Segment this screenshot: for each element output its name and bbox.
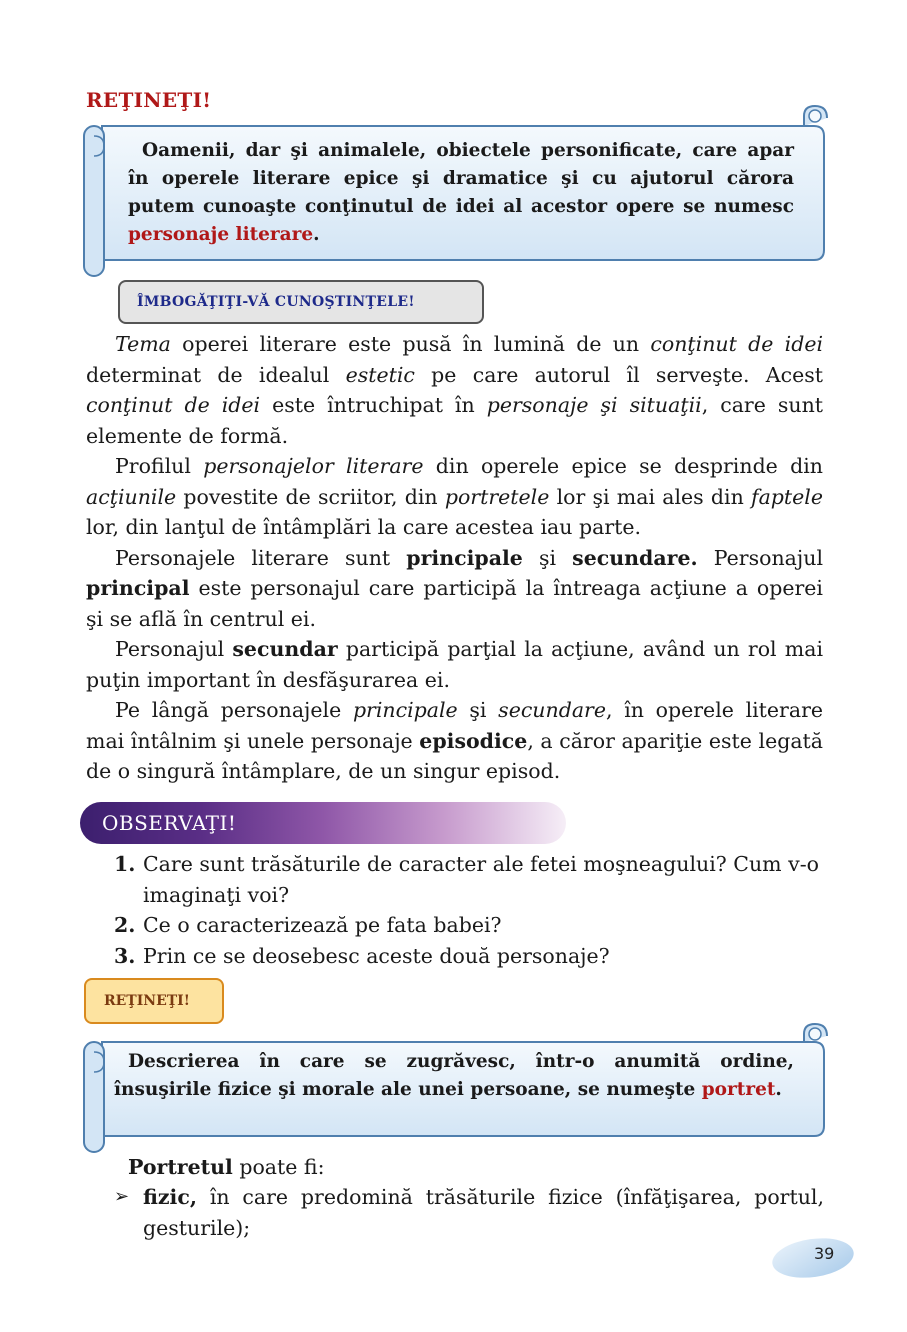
p2-i: lor, din lanţul de întâmplări la care acestea iau parte.	[86, 515, 642, 539]
p4-c: participă parţial la acţiune, având un rol mai puţin important în desfăşurarea ei.	[86, 637, 823, 692]
p5-a: Pe lângă personajele	[115, 698, 353, 722]
p1-f: pe care autorul îl serveşte. Acest	[414, 362, 823, 387]
portret-bold: Portretul	[128, 1155, 233, 1179]
page-number-badge	[770, 1236, 856, 1280]
p2-d: acţiunile	[86, 484, 177, 509]
main-text	[86, 329, 823, 787]
p3-e: Personajul	[697, 545, 823, 570]
question-item	[114, 910, 824, 941]
p1-e: estetic	[345, 362, 415, 387]
p5-e: , în operele literare mai întâlnim şi unele personaje	[86, 698, 824, 753]
p2-e: povestite de scriitor, din	[176, 484, 445, 509]
bullet-bold: fizic,	[143, 1185, 197, 1209]
p1-a: Tema	[115, 332, 171, 356]
question-text: Care sunt trăsăturile de caracter ale fetei moşneagului? Cum v-o imaginaţi voi?	[143, 852, 819, 907]
definition-text-1	[128, 137, 794, 249]
p5-g: , a căror apariţie este legată de o singură întâmplare, de un singur episod.	[86, 728, 824, 783]
p5-d: secundare	[498, 698, 606, 722]
question-number: 2.	[114, 913, 136, 937]
bullet-rest: în care predomină trăsăturile fizice (înfăţişarea, portul, gesturile);	[143, 1185, 824, 1240]
retineti-badge-label: REŢINEŢI!	[104, 993, 190, 1009]
question-item	[114, 849, 824, 910]
p4-a: Personajul	[115, 637, 233, 661]
bullet-item	[114, 1182, 824, 1243]
p1-c: conţinut de idei	[650, 332, 824, 356]
retineti-heading: REŢINEŢI!	[86, 88, 212, 112]
definition-body: Descrierea în care se zugrăvesc, într-o anumită ordine, însuşirile fizice şi morale ale unei persoane, se numeşte	[114, 1051, 794, 1100]
portret-rest: poate fi:	[232, 1155, 325, 1179]
arrow-bullet-icon: ➢	[114, 1186, 130, 1207]
question-number: 1.	[114, 852, 136, 876]
p3-b: principale	[406, 545, 523, 570]
definition-body: Oamenii, dar şi animalele, obiectele personificate, care apar în operele literare epice şi dramatice şi cu ajutorul cărora putem cunoaşte conţinutul de idei al acestor opere se numesc	[128, 140, 794, 217]
definition-scroll-1	[82, 104, 824, 282]
observati-label: OBSERVAŢI!	[102, 811, 237, 835]
retineti-badge	[84, 978, 224, 1024]
definition-scroll-2	[82, 1022, 824, 1154]
p2-b: personajelor literare	[203, 454, 424, 478]
p1-i: personaje şi situaţii	[486, 393, 702, 417]
p3-f: principal	[86, 576, 190, 600]
portret-intro	[128, 1152, 324, 1183]
p5-f: episodice	[419, 728, 528, 753]
question-number: 3.	[114, 943, 136, 968]
p1-d: determinat de idealul	[86, 362, 346, 387]
p2-c: din operele epice se desprinde din	[423, 454, 823, 478]
imbogatiti-label: ÎMBOGĂŢIŢI-VĂ CUNOŞTINŢELE!	[137, 294, 415, 310]
page-number: 39	[814, 1244, 835, 1263]
period: .	[313, 224, 320, 245]
p1-h: este întruchipat în	[260, 393, 487, 417]
p2-f: portretele	[444, 484, 550, 509]
p1-j: , care sunt elemente de formă.	[86, 393, 824, 448]
p3-d: secundare.	[572, 545, 698, 570]
questions-list	[114, 849, 824, 971]
p1-b: operei literare este pusă în lumină de un	[170, 332, 651, 356]
definition-text-2	[114, 1048, 794, 1104]
question-item	[114, 941, 824, 972]
p3-a: Personajele literare sunt	[115, 545, 407, 570]
bullet-text	[143, 1182, 824, 1243]
paragraph-5	[86, 695, 823, 787]
page-number-ellipse	[770, 1236, 856, 1280]
p5-b: principale	[352, 698, 458, 722]
period: .	[775, 1079, 782, 1100]
p4-b: secundar	[232, 637, 338, 661]
term-portret: portret	[701, 1079, 776, 1100]
term-personaje-literare: personaje literare	[128, 224, 314, 245]
paragraph-2	[86, 451, 823, 543]
paragraph-3	[86, 543, 823, 635]
question-text: Prin ce se deosebesc aceste două personaje?	[143, 943, 610, 968]
imbogatiti-badge	[118, 280, 484, 324]
p2-a: Profilul	[115, 454, 204, 478]
p2-g: lor şi mai ales din	[549, 484, 751, 509]
p5-c: şi	[457, 698, 499, 722]
p3-g: este personajul care participă la întreaga acţiune a operei şi se află în centrul ei.	[86, 576, 823, 631]
question-text: Ce o caracterizează pe fata babei?	[143, 913, 502, 937]
paragraph-1	[86, 329, 823, 451]
p1-g: conţinut de idei	[86, 393, 261, 417]
observati-banner	[80, 802, 566, 844]
p2-h: faptele	[751, 484, 823, 509]
p3-c: şi	[522, 545, 573, 570]
paragraph-4	[86, 634, 823, 695]
